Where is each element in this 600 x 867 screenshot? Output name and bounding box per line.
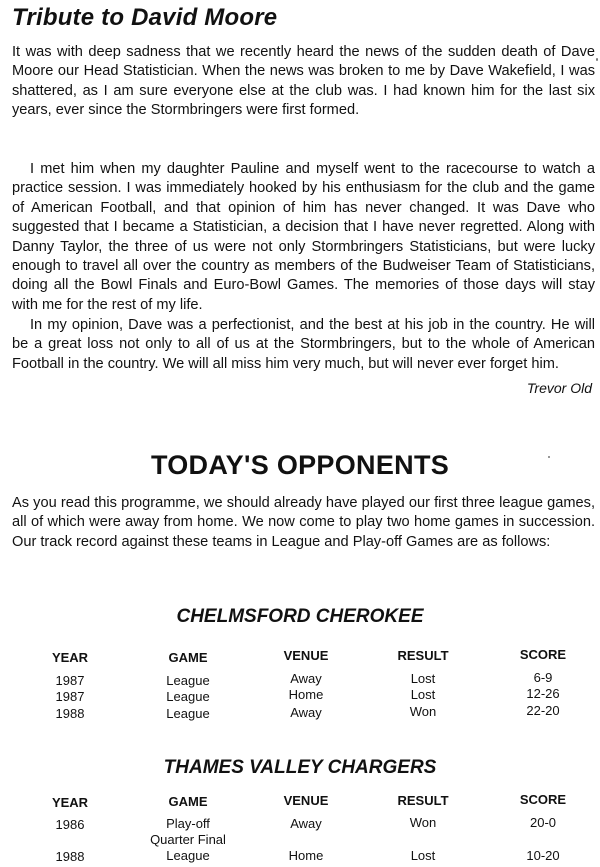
cell-year: 1987 xyxy=(55,689,85,704)
cell-game: League xyxy=(166,848,210,863)
cell-score: 6-9 xyxy=(533,670,553,685)
scan-speck xyxy=(548,456,550,458)
tribute-paragraph-2: I met him when my daughter Pauline and myself went to the racecourse to watch a practice session. I was immediately hooked by his enthusiasm for the club and the game of American Football, and that opinion of him has never changed. It was Dave who suggested that I became a Statistician, a decision that I have never regretted. Along with Danny Taylor, the three of us were not only Stormbringers Statisticians, but were lucky enough to travel all over the country as members of the Budweiser Team of Statisticians, doing all the Bowl Finals and Euro-Bowl Games. The memories of those days will stay with me for the rest of my life. xyxy=(12,161,595,313)
tribute-paragraph-1: It was with deep sadness that we recently heard the news of the sudden death of Dave Moore our Head Statistician. When the news was broken to me by Dave Wakefield, I was shattered, as I am sure everyone else at the club was. I had known him for the last six years, ever since the Stormbringers were first formed. xyxy=(12,44,595,119)
cell-game: Play-off xyxy=(166,816,210,831)
column-header-score: SCORE xyxy=(519,792,567,807)
cell-year: 1988 xyxy=(55,706,85,721)
cell-venue: Away xyxy=(290,671,322,686)
cell-game: League xyxy=(166,706,210,721)
cell-result: Lost xyxy=(410,848,436,863)
cell-score: 20-0 xyxy=(529,815,557,830)
column-header-game: GAME xyxy=(168,650,208,665)
cell-venue: Away xyxy=(290,705,322,720)
team-heading-thames-valley: THAMES VALLEY CHARGERS xyxy=(163,757,437,778)
scan-speck xyxy=(596,58,598,61)
tribute-title: Tribute to David Moore xyxy=(12,4,278,31)
cell-score: 12-26 xyxy=(526,686,560,701)
column-header-year: YEAR xyxy=(51,795,89,810)
cell-result: Won xyxy=(409,704,437,719)
cell-result: Lost xyxy=(410,687,436,702)
column-header-score: SCORE xyxy=(519,647,567,662)
cell-game: League xyxy=(166,673,210,688)
cell-year: 1986 xyxy=(55,817,85,832)
cell-result: Won xyxy=(409,815,437,830)
column-header-year: YEAR xyxy=(51,650,89,665)
team-heading-chelmsford: CHELMSFORD CHEROKEE xyxy=(176,606,424,627)
column-header-result: RESULT xyxy=(397,648,449,663)
cell-venue: Home xyxy=(288,848,324,863)
cell-venue: Home xyxy=(288,687,324,702)
tribute-signature: Trevor Old xyxy=(526,380,592,396)
cell-venue: Away xyxy=(290,816,322,831)
cell-game: League xyxy=(166,689,210,704)
cell-result: Lost xyxy=(410,671,436,686)
column-header-result: RESULT xyxy=(397,793,449,808)
cell-score: 22-20 xyxy=(526,703,560,718)
column-header-venue: VENUE xyxy=(283,793,329,808)
cell-year: 1988 xyxy=(55,849,85,864)
column-header-venue: VENUE xyxy=(283,648,329,663)
opponents-intro: As you read this programme, we should already have played our first three league games, all of which were away from home. We now come to play two home games in succession. Our track record against these teams in League and Play-off Games are as follows: xyxy=(12,495,595,550)
cell-year: 1987 xyxy=(55,673,85,688)
tribute-paragraph-3: In my opinion, Dave was a perfectionist, and the best at his job in the country. He will be a great loss not only to all of us at the Stormbringers, but to the whole of American Football in the country. We will all miss him very much, but will never ever forget him. xyxy=(12,317,595,372)
cell-game-detail: Quarter Final xyxy=(150,832,226,847)
cell-score: 10-20 xyxy=(526,848,560,863)
column-header-game: GAME xyxy=(168,794,208,809)
opponents-title: TODAY'S OPPONENTS xyxy=(150,450,450,480)
